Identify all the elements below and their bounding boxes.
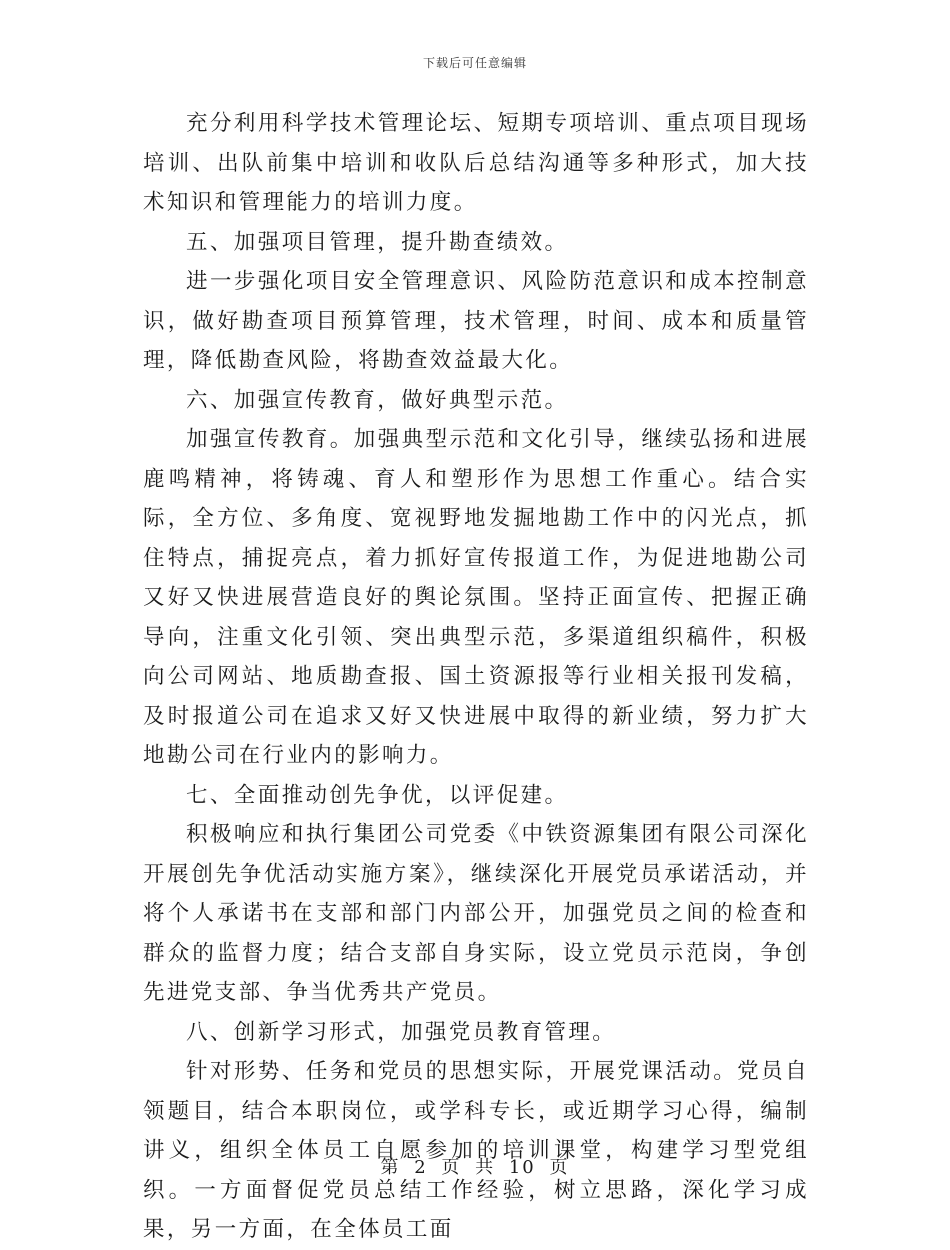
section-heading-7: 七、全面推动创先争优，以评促建。: [186, 782, 569, 808]
document-body: [143, 104, 809, 1250]
section-heading-5: 五、加强项目管理，提升勘查绩效。: [186, 229, 569, 255]
paragraph-excellence: 积极响应和执行集团公司党委《中铁资源集团有限公司深化开展创先争优活动实施方案》，继续深化开展党员承诺活动，并将个人承诺书在支部和部门内部公开，加强党员之间的检查和群众的监督力度；结合支部自身实际，设立党员示范岗，争创先进党支部、争当优秀共产党员。: [143, 822, 809, 1005]
section-heading-8: 八、创新学习形式，加强党员教育管理。: [186, 1019, 617, 1045]
page-header: 下载后可任意编辑: [422, 56, 527, 70]
page-number-footer: 第 2 页 共 10 页: [380, 1157, 570, 1178]
paragraph-learning: 针对形势、任务和党员的思想实际，开展党课活动。党员自领题目，结合本职岗位，或学科专长，或近期学习心得，编制讲义，组织全体员工自愿参加的培训课堂，构建学习型党组织。一方面督促党员总结工作经验，树立思路，深化学习成果，另一方面，在全体员工面: [143, 1059, 809, 1242]
paragraph-training: 充分利用科学技术管理论坛、短期专项培训、重点项目现场培训、出队前集中培训和收队后总结沟通等多种形式，加大技术知识和管理能力的培训力度。: [143, 111, 809, 215]
paragraph-project-management: 进一步强化项目安全管理意识、风险防范意识和成本控制意识，做好勘查项目预算管理，技术管理，时间、成本和质量管理，降低勘查风险，将勘查效益最大化。: [143, 269, 809, 373]
section-heading-6: 六、加强宣传教育，做好典型示范。: [186, 387, 569, 413]
paragraph-publicity: 加强宣传教育。加强典型示范和文化引导，继续弘扬和进展鹿鸣精神，将铸魂、育人和塑形作为思想工作重心。结合实际，全方位、多角度、宽视野地发掘地勘工作中的闪光点，抓住特点，捕捉亮点，着力抓好宣传报道工作，为促进地勘公司又好又快进展营造良好的舆论氛围。坚持正面宣传、把握正确导向，注重文化引领、突出典型示范，多渠道组织稿件，积极向公司网站、地质勘查报、国土资源报等行业相关报刊发稿，及时报道公司在追求又好又快进展中取得的新业绩，努力扩大地勘公司在行业内的影响力。: [143, 427, 809, 768]
